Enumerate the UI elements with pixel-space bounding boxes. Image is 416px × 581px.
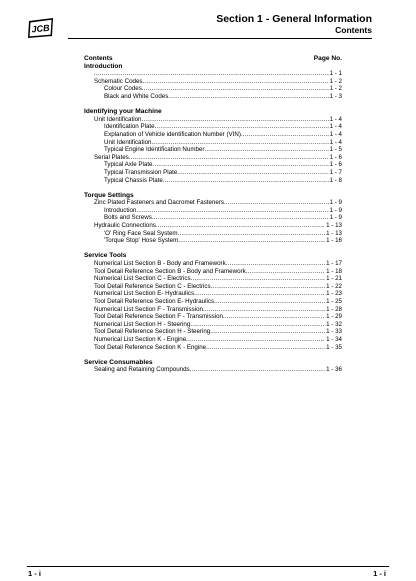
toc-entry[interactable] <box>84 260 342 268</box>
toc-dot-leader <box>177 169 328 177</box>
toc-entry-page: 1 - 36 <box>326 366 342 374</box>
toc-dot-leader <box>224 199 329 207</box>
contents-heading: Contents <box>84 55 113 62</box>
toc-entry-title: Tool Detail Reference Section E- Hydraulics <box>94 298 215 305</box>
toc-entry[interactable] <box>84 146 342 154</box>
toc-dot-leader <box>178 230 326 238</box>
toc-dot-leader <box>241 131 329 139</box>
toc-dot-leader <box>190 321 325 329</box>
toc-entry-page: 1 - 28 <box>326 305 342 313</box>
toc-column-headers <box>84 55 342 63</box>
toc-entry[interactable] <box>84 161 342 169</box>
toc-entry-page: 1 - 18 <box>326 267 342 275</box>
toc-entry-title: 'O' Ring Face Seal System <box>104 229 178 237</box>
toc-entry-page: 1 - 32 <box>326 320 342 328</box>
toc-dot-leader <box>168 93 328 101</box>
toc-entry-title: Unit Identification <box>104 138 152 146</box>
section-gap <box>84 101 342 109</box>
toc-section-heading: Introduction <box>84 62 123 70</box>
toc-entry[interactable] <box>84 123 342 131</box>
toc-dot-leader <box>151 139 328 147</box>
toc-entry[interactable] <box>84 336 342 344</box>
toc-entry-page: 1 - 9 <box>329 206 342 214</box>
toc-dot-leader <box>210 328 325 336</box>
toc-entry-title: Numerical List Section E- Hydraulics <box>94 290 195 298</box>
toc-section-heading: Torque Settings <box>84 191 134 199</box>
toc-entry[interactable] <box>84 321 342 329</box>
section-gap <box>84 245 342 253</box>
toc-entry-title: Explanation of Vehicle identification Number (VIN) <box>104 130 241 138</box>
toc-dot-leader <box>178 237 325 245</box>
toc-entry-page: 1 - 8 <box>329 176 342 184</box>
toc-dot-leader <box>191 275 326 283</box>
svg-text:JCB: JCB <box>31 22 51 35</box>
toc-dot-leader <box>129 154 329 162</box>
toc-entry-title: Tool Detail Reference Section C - Electrics <box>94 282 211 290</box>
toc-entry-page: 1 - 1 <box>329 70 342 78</box>
toc-entry-page: 1 - 5 <box>329 146 342 154</box>
toc-entry[interactable] <box>84 268 342 276</box>
toc-entry[interactable] <box>84 344 342 352</box>
section-title: Section 1 - General Information <box>216 13 372 25</box>
toc-dot-leader <box>143 78 329 86</box>
toc-entry[interactable] <box>84 207 342 215</box>
toc-entry-title: Numerical List Section B - Body and Framework <box>94 260 226 268</box>
toc-section-heading: Identifying your Machine <box>84 108 162 116</box>
toc-entry-page: 1 - 34 <box>326 335 342 343</box>
toc-entry-title: Zinc Plated Fasteners and Dacromet Fasteners <box>94 199 224 207</box>
toc-dot-leader <box>156 222 325 230</box>
toc-entry-page: 1 - 4 <box>329 115 342 123</box>
toc-entry-page: 1 - 4 <box>329 130 342 138</box>
toc-entry-title: Typical Axle Plate <box>104 161 153 169</box>
toc-entry-page: 1 - 25 <box>326 298 342 305</box>
toc-entry-title: Schematic Codes <box>94 77 143 85</box>
toc-entry[interactable] <box>84 313 342 321</box>
toc-entry-title: Introduction <box>104 206 137 214</box>
toc-dot-leader <box>226 260 325 268</box>
toc-entry[interactable] <box>84 366 342 374</box>
section-gap <box>84 351 342 359</box>
toc-dot-leader <box>136 207 328 215</box>
toc-entry-title: Tool Detail Reference Section H - Steering <box>94 328 211 336</box>
footer-page-left: 1 - i <box>28 569 41 578</box>
toc-dot-leader <box>190 366 326 374</box>
toc-dot-leader <box>223 313 325 321</box>
toc-entry-title: Colour Codes <box>104 85 142 93</box>
toc-entry-page: 1 - 6 <box>329 153 342 161</box>
toc-entry-page: 1 - 17 <box>326 260 342 268</box>
toc-entry-title: Serial Plates <box>94 153 129 161</box>
toc-entry[interactable] <box>84 290 342 298</box>
toc-entry-page: 1 - 7 <box>329 168 342 176</box>
footer-rule <box>27 566 389 567</box>
toc-entry-page: 1 - 13 <box>326 229 342 237</box>
toc-dot-leader <box>141 116 328 124</box>
toc-entry-title: Black and White Codes <box>104 92 169 100</box>
toc-entry-page: 1 - 35 <box>326 343 342 351</box>
toc-entry-title: Unit Identification <box>94 115 142 123</box>
toc-entry-title: Numerical List Section C - Electrics <box>94 275 191 283</box>
toc-entry[interactable] <box>84 139 342 147</box>
toc-entry-page: 1 - 3 <box>329 92 342 100</box>
toc-entry-page: 1 - 2 <box>329 77 342 85</box>
toc-dot-leader <box>204 146 328 154</box>
toc-entry[interactable] <box>84 230 342 238</box>
toc-entry-title: Sealing and Retaining Compounds <box>94 366 190 374</box>
toc-entry-page: 1 - 6 <box>329 161 342 169</box>
jcb-logo <box>27 17 55 39</box>
toc-dot-leader <box>203 306 325 314</box>
toc-entry-page: 1 - 13 <box>326 222 342 230</box>
section-subtitle: Contents <box>335 25 372 35</box>
toc-entry-title: Bolts and Screws <box>104 214 152 222</box>
table-of-contents <box>84 55 342 374</box>
toc-entry[interactable] <box>84 199 342 207</box>
toc-entry[interactable] <box>84 275 342 283</box>
toc-entry-title: Typical Transmission Plate <box>104 168 178 176</box>
toc-section-heading: Service Tools <box>84 252 127 260</box>
toc-dot-leader <box>186 336 325 344</box>
jcb-logo-graphic <box>27 17 55 39</box>
toc-entry[interactable] <box>84 283 342 291</box>
toc-entry[interactable] <box>84 328 342 336</box>
toc-entry[interactable] <box>84 214 342 222</box>
toc-entry-title: Hydraulic Connections <box>94 222 156 230</box>
footer-page-right: 1 - i <box>373 569 386 578</box>
toc-entry-title: Typical Engine Identification Number <box>104 146 205 154</box>
toc-entry[interactable] <box>84 93 342 101</box>
toc-dot-leader <box>155 123 329 131</box>
toc-entry-page: 1 - 4 <box>329 138 342 146</box>
toc-entry[interactable] <box>84 177 342 185</box>
toc-dot-leader <box>206 344 325 352</box>
toc-entry-page: 1 - 33 <box>326 328 342 336</box>
toc-entry-page: 1 - 16 <box>326 237 342 245</box>
toc-dot-leader <box>153 161 329 169</box>
toc-entry[interactable] <box>84 306 342 314</box>
toc-entry[interactable] <box>84 169 342 177</box>
toc-entry-page: 1 - 4 <box>329 123 342 131</box>
toc-dot-leader <box>142 85 329 93</box>
toc-entry-title: Tool Detail Reference Section K - Engine <box>94 343 207 351</box>
toc-entry-page: 1 - 23 <box>326 290 342 298</box>
toc-dot-leader <box>152 214 329 222</box>
toc-entry-title: 'Torque Stop' Hose System <box>104 237 179 245</box>
toc-section-heading: Service Consumables <box>84 358 153 366</box>
toc-entry-title: Typical Chassis Plate <box>104 176 163 184</box>
toc-entry[interactable] <box>84 116 342 124</box>
toc-body <box>84 63 342 374</box>
toc-entry[interactable] <box>84 237 342 245</box>
toc-entry[interactable] <box>84 298 342 306</box>
header-rule <box>68 38 372 39</box>
toc-entry-title: Tool Detail Reference Section F - Transmission <box>94 313 223 321</box>
toc-dot-leader <box>214 298 325 306</box>
toc-entry-page: 1 - 9 <box>329 214 342 222</box>
toc-entry[interactable] <box>84 131 342 139</box>
toc-entry[interactable] <box>84 222 342 230</box>
toc-entry-title: Tool Detail Reference Section B - Body and Framework <box>94 267 246 275</box>
toc-dot-leader <box>163 177 329 185</box>
toc-entry[interactable] <box>84 70 342 78</box>
toc-dot-leader <box>246 268 326 276</box>
toc-dot-leader <box>194 290 325 298</box>
toc-entry[interactable] <box>84 154 342 162</box>
page-no-heading: Page No. <box>313 55 342 62</box>
toc-entry[interactable] <box>84 78 342 86</box>
toc-entry-title: Numerical List Section K - Engine <box>94 335 187 343</box>
toc-entry-title: Numerical List Section F - Transmission <box>94 305 203 313</box>
section-gap <box>84 184 342 192</box>
toc-entry-page: 1 - 29 <box>326 313 342 321</box>
toc-entry-page: 1 - 2 <box>329 85 342 93</box>
toc-entry-page: 1 - 9 <box>329 199 342 207</box>
toc-dot-leader <box>211 283 326 291</box>
toc-entry-page: 1 - 22 <box>326 282 342 290</box>
toc-entry[interactable] <box>84 85 342 93</box>
toc-entry-page: 1 - 21 <box>326 275 342 283</box>
toc-entry-title: Numerical List Section H - Steering <box>94 320 191 328</box>
toc-dot-leader <box>94 70 329 78</box>
toc-entry-title: Identification Plate <box>104 123 155 131</box>
